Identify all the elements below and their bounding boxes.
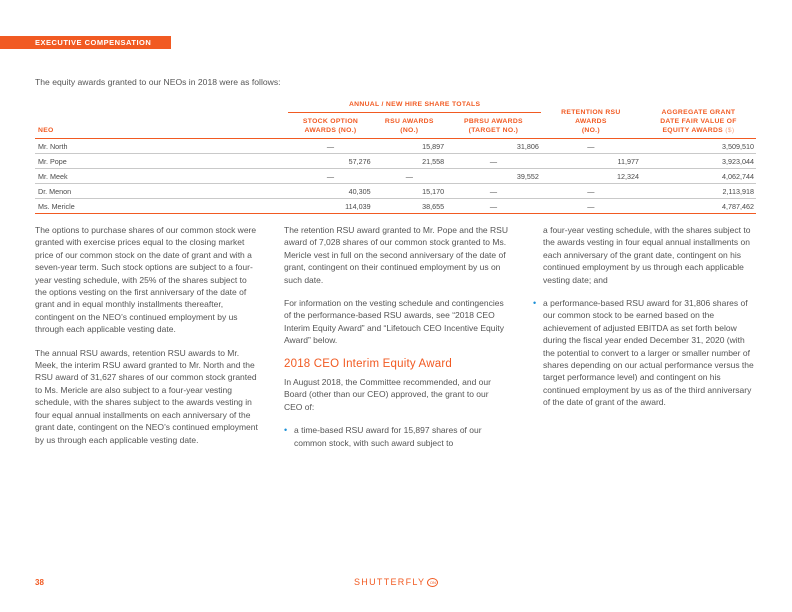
cell-pbrsu: 39,552: [446, 169, 541, 184]
bullet-text: a performance-based RSU award for 31,806 shares of our common stock to be earned based on the achievement of adjusted EBITDA as set forth below during the fiscal year ended December 31, 2020 (with the potential to convert to a larger or smaller number of shares depending on our actual performance versus the target performance level) and contingent on his continued employment by us as of the third anniversary of the date of grant of the award.: [543, 298, 754, 408]
cell-stock-option: 40,305: [288, 184, 372, 199]
cell-aggregate: 2,113,918: [641, 184, 756, 199]
cell-aggregate: 4,787,462: [641, 199, 756, 214]
cell-aggregate: 3,923,044: [641, 154, 756, 169]
bullet-text: a time-based RSU award for 15,897 shares of our common stock, with such award subject to: [294, 425, 482, 448]
paragraph-annual-rsu: The annual RSU awards, retention RSU awards to Mr. Meek, the interim RSU award granted to Mr. North and the RSU award of 31,627 shares of our common stock granted to Ms. Mericle are also subject to a four-year vesting schedule, with the shares subject to the awards vesting in four equal annual installments on each anniversary of the grant date, contingent on the NEO’s continued employment by us through each applicable vesting date.: [35, 347, 258, 445]
cell-pbrsu: —: [446, 154, 541, 169]
bullet-item-time-based: [284, 424, 509, 449]
header-retention-line1: RETENTION RSU: [561, 109, 621, 116]
cell-rsu: 21,558: [373, 154, 446, 169]
table-header-row-1: [35, 100, 756, 113]
header-pbrsu-line2: (TARGET NO.): [468, 127, 519, 134]
table-row: [35, 154, 756, 169]
section-banner: EXECUTIVE COMPENSATION: [0, 36, 171, 49]
cell-pbrsu: —: [446, 199, 541, 214]
section-heading: 2018 CEO Interim Equity Award: [284, 357, 452, 370]
cell-rsu: 15,170: [373, 184, 446, 199]
table-row: [35, 169, 756, 184]
header-retention: [541, 100, 641, 139]
cell-name: Mr. North: [35, 139, 288, 154]
cell-name: Dr. Menon: [35, 184, 288, 199]
text-column-2: [284, 224, 509, 460]
cell-stock-option: —: [288, 139, 372, 154]
bullet-dot-icon: •: [284, 425, 288, 436]
cell-rsu: —: [373, 169, 446, 184]
cell-stock-option: 114,039: [288, 199, 372, 214]
header-retention-line3: (NO.): [581, 127, 600, 134]
header-aggregate-text: EQUITY AWARDS: [662, 127, 724, 134]
bullet-dot-icon: •: [533, 298, 537, 309]
header-aggregate-line2: DATE FAIR VALUE OF: [660, 118, 737, 125]
header-pbrsu: [446, 113, 541, 139]
header-rsu-line1: RSU AWARDS: [384, 118, 434, 125]
header-rsu-line2: (NO.): [400, 127, 419, 134]
cell-aggregate: 4,062,744: [641, 169, 756, 184]
header-aggregate-line3: [643, 126, 754, 135]
paragraph-options: The options to purchase shares of our common stock were granted with exercise prices equal to the closing market price of our common stock on the date of grant and with a seven-year term. Such stock options are subject to a four-year vesting schedule, with 25% of the shares subject to the options vesting on the first anniversary of the date of grant and in equal monthly installments thereafter, contingent on the NEO’s continued employment by us through each applicable vesting date.: [35, 225, 257, 335]
cell-name: Mr. Pope: [35, 154, 288, 169]
company-logo: [354, 577, 438, 587]
header-aggregate-line1: AGGREGATE GRANT: [661, 109, 736, 116]
table-row: [35, 199, 756, 214]
header-group: ANNUAL / NEW HIRE SHARE TOTALS: [288, 100, 540, 113]
header-stock-option: [288, 113, 372, 139]
cell-retention: —: [541, 184, 641, 199]
cell-pbrsu: 31,806: [446, 139, 541, 154]
paragraph-grant-intro: In August 2018, the Committee recommended, and our Board (other than our CEO) approved, the grant to our CEO of:: [284, 377, 491, 412]
cell-rsu: 15,897: [373, 139, 446, 154]
cell-name: Ms. Mericle: [35, 199, 288, 214]
table-row: [35, 139, 756, 154]
equity-awards-table: [35, 100, 756, 214]
cell-aggregate: 3,509,510: [641, 139, 756, 154]
header-aggregate-unit: ($): [725, 127, 735, 134]
cell-stock-option: 57,276: [288, 154, 372, 169]
bullet-item-performance-based: [533, 297, 758, 409]
header-retention-line2: AWARDS: [575, 118, 607, 125]
logo-mark-icon: ON: [427, 578, 438, 587]
header-rsu: [373, 113, 446, 139]
cell-stock-option: —: [288, 169, 372, 184]
cell-retention: —: [541, 139, 641, 154]
text-column-3: [533, 224, 758, 420]
cell-pbrsu: —: [446, 184, 541, 199]
header-stock-option-line1: STOCK OPTION: [302, 118, 359, 125]
cell-rsu: 38,655: [373, 199, 446, 214]
cell-retention: 12,324: [541, 169, 641, 184]
text-column-1: [35, 224, 260, 457]
header-pbrsu-line1: PBRSU AWARDS: [464, 118, 523, 125]
cell-retention: 11,977: [541, 154, 641, 169]
page-number: 38: [35, 578, 44, 587]
header-stock-option-line2: AWARDS (NO.): [304, 127, 357, 134]
table-row: [35, 184, 756, 199]
paragraph-retention-rsu: The retention RSU award granted to Mr. Pope and the RSU award of 7,028 shares of our common stock granted to Ms. Mericle vest in full on the second anniversary of the date of grant, contingent on their continued employment by us on such date.: [284, 225, 508, 285]
paragraph-continuation: a four-year vesting schedule, with the shares subject to the awards vesting in four equal annual installments on each anniversary of the grant date, contingent on his continued employment by us through each applicable vesting date; and: [543, 225, 751, 285]
cell-retention: —: [541, 199, 641, 214]
header-aggregate: [641, 100, 756, 139]
logo-text: SHUTTERFLY: [354, 577, 426, 587]
intro-text: The equity awards granted to our NEOs in 2018 were as follows:: [35, 77, 281, 87]
cell-name: Mr. Meek: [35, 169, 288, 184]
paragraph-vesting-info: For information on the vesting schedule and contingencies of the performance-based RSU awards, see “2018 CEO Interim Equity Award” and “Lifetouch CEO Incentive Equity Award” below.: [284, 298, 505, 346]
header-neo: NEO: [35, 100, 288, 139]
